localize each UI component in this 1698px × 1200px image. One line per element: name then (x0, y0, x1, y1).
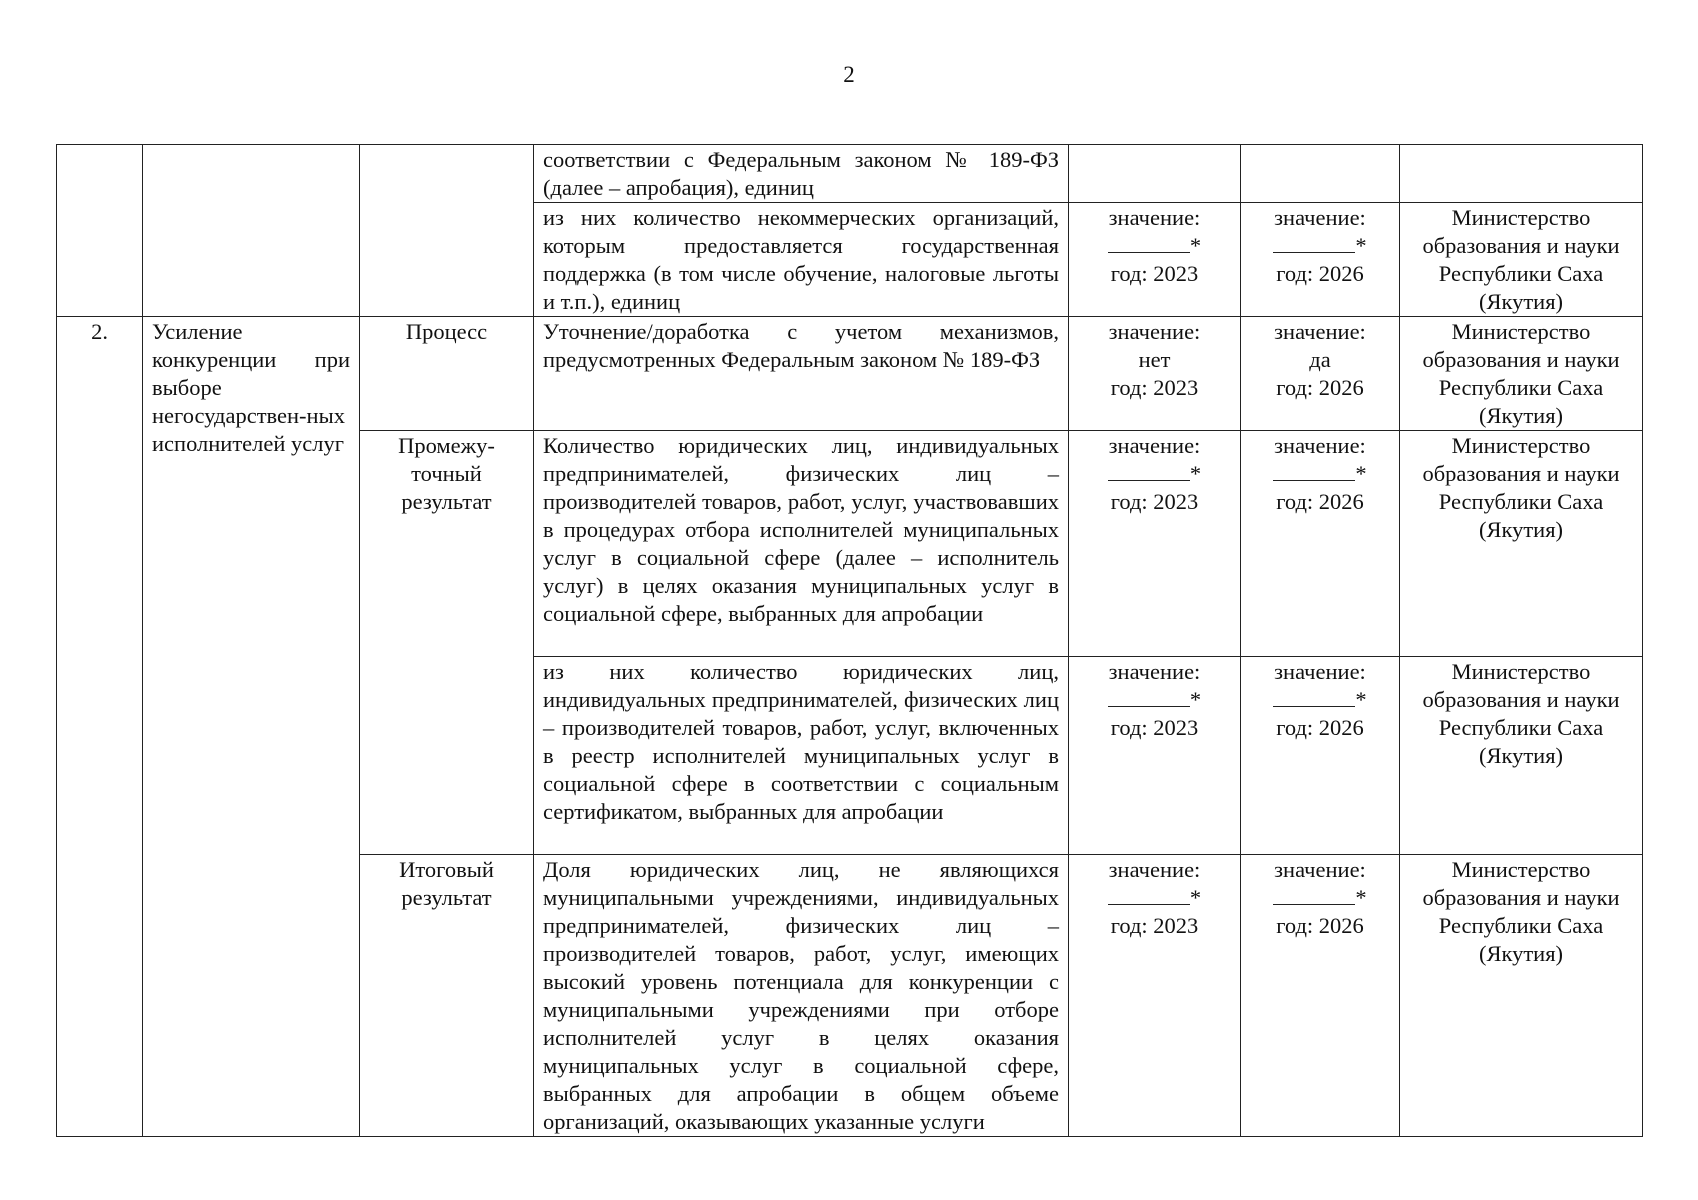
target-value-cell (1241, 203, 1400, 317)
target-value: * (1355, 885, 1367, 910)
target-value: * (1355, 233, 1367, 258)
target-year: год: 2026 (1276, 375, 1364, 400)
target-value: * (1355, 461, 1367, 486)
base-value-cell (1069, 317, 1241, 431)
indicator-cell: из них количество некоммерческих организаций, которым предоставляется государственная поддержка (в том числе обучение, налоговые льготы и т.п.), единиц (534, 203, 1069, 317)
base-value-cell (1069, 431, 1241, 657)
base-year: год: 2023 (1110, 261, 1199, 286)
indicators-table (56, 144, 1643, 1137)
target-year: год: 2026 (1276, 261, 1364, 286)
responsible-cell: Министерство образования и науки Республики Саха (Якутия) (1400, 203, 1643, 317)
base-value-cell (1069, 855, 1241, 1137)
section-number: 2. (57, 317, 143, 1137)
responsible-cell: Министерство образования и науки Республики Саха (Якутия) (1400, 855, 1643, 1137)
blank-line (1273, 686, 1355, 707)
base-value: * (1189, 885, 1202, 910)
target-year: год: 2026 (1276, 913, 1364, 938)
base-value: * (1189, 687, 1202, 712)
target-value-cell (1241, 431, 1400, 657)
table-row (57, 145, 1643, 203)
responsible-cell: Министерство образования и науки Республики Саха (Якутия) (1400, 317, 1643, 431)
target-label: значение: (1274, 205, 1366, 230)
blank-line (1273, 884, 1355, 905)
base-label: значение: (1108, 205, 1201, 230)
section-title: Усиление конкуренции при выборе негосударствен-ных исполнителей услуг (143, 317, 360, 1137)
blank-line (1273, 232, 1355, 253)
table-row (57, 317, 1643, 431)
base-value: нет (1138, 347, 1171, 372)
base-value-cell (1069, 657, 1241, 855)
target-label: значение: (1274, 659, 1366, 684)
base-label: значение: (1108, 433, 1201, 458)
blank-line (1108, 460, 1190, 481)
blank-line (1108, 884, 1190, 905)
target-value: да (1309, 347, 1331, 372)
target-value-cell (1241, 657, 1400, 855)
number-cell-empty (57, 145, 143, 317)
responsible-cell: Министерство образования и науки Республики Саха (Якутия) (1400, 657, 1643, 855)
base-value-cell (1069, 203, 1241, 317)
base-year: год: 2023 (1110, 375, 1199, 400)
base-year: год: 2023 (1110, 715, 1199, 740)
target-value-cell (1241, 317, 1400, 431)
indicator-cell: Доля юридических лиц, не являющихся муниципальными учреждениями, индивидуальных предпринимателей, физических лиц – производителей товаров, работ, услуг, имеющих высокий уровень потенциала для конкуренции с муниципальными учреждениями при отборе исполнителей услуг в целях оказания муниципальных услуг в социальной сфере, выбранных для апробации в общем объеме организаций, оказывающих указанные услуги (534, 855, 1069, 1137)
target-value-cell (1241, 855, 1400, 1137)
target-year: год: 2026 (1276, 715, 1364, 740)
page-number: 2 (843, 62, 855, 87)
base-year: год: 2023 (1110, 913, 1199, 938)
type-cell-empty (360, 145, 534, 317)
base-value: * (1189, 233, 1202, 258)
target-year: год: 2026 (1276, 489, 1364, 514)
indicator-cell: Уточнение/доработка с учетом механизмов, предусмотренных Федеральным законом № 189-ФЗ (534, 317, 1069, 431)
indicator-cell: Количество юридических лиц, индивидуальных предпринимателей, физических лиц – производителей товаров, работ, услуг, участвовавших в процедурах отбора исполнителей муниципальных услуг в социальной сфере (далее – исполнитель услуг) в целях оказания муниципальных услуг в социальной сфере, выбранных для апробации (534, 431, 1069, 657)
indicator-cell: соответствии с Федеральным законом № 189-ФЗ (далее – апробация), единиц (534, 145, 1069, 203)
type-cell: Промежу-точный результат (360, 431, 534, 855)
title-cell-empty (143, 145, 360, 317)
target-label: значение: (1274, 857, 1366, 882)
indicator-cell: из них количество юридических лиц, индивидуальных предпринимателей, физических лиц – производителей товаров, работ, услуг, включенных в реестр исполнителей муниципальных услуг в социальной сфере в соответствии с социальным сертификатом, выбранных для апробации (534, 657, 1069, 855)
base-year: год: 2023 (1110, 489, 1199, 514)
responsible-cell: Министерство образования и науки Республики Саха (Якутия) (1400, 431, 1643, 657)
responsible-cell-empty (1400, 145, 1643, 203)
blank-line (1108, 232, 1190, 253)
type-cell: Итоговый результат (360, 855, 534, 1137)
target-label: значение: (1274, 433, 1366, 458)
base-label: значение: (1108, 319, 1201, 344)
base-label: значение: (1108, 659, 1201, 684)
base-value: * (1189, 461, 1202, 486)
target-label: значение: (1274, 319, 1366, 344)
base-label: значение: (1108, 857, 1201, 882)
base-cell-empty (1069, 145, 1241, 203)
target-cell-empty (1241, 145, 1400, 203)
blank-line (1273, 460, 1355, 481)
type-cell: Процесс (360, 317, 534, 431)
blank-line (1108, 686, 1190, 707)
target-value: * (1355, 687, 1367, 712)
